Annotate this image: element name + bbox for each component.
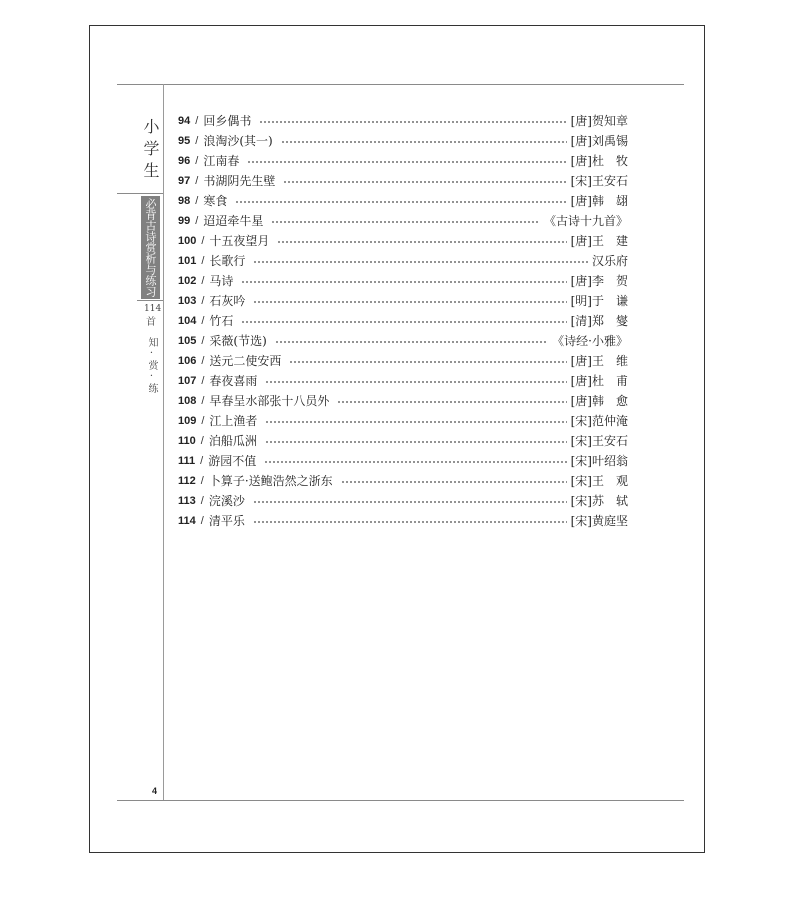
- leader-dots: [265, 411, 566, 431]
- leader-dots: [264, 451, 566, 471]
- entry-separator: /: [201, 355, 205, 367]
- leader-dots: [281, 131, 567, 151]
- entry-author: [唐]王 维: [570, 354, 628, 368]
- entry-number: 100: [178, 235, 197, 247]
- entry-author: [唐]韩 翃: [570, 194, 628, 208]
- entry-number: 102: [178, 275, 197, 287]
- leader-dots: [247, 151, 566, 171]
- entry-author: 《诗经·小雅》: [552, 334, 628, 348]
- entry-separator: /: [200, 475, 204, 487]
- entry-title: 竹石: [209, 314, 234, 328]
- leader-dots: [259, 111, 566, 131]
- entry-author: [宋]范仲淹: [570, 414, 628, 428]
- leader-dots: [271, 211, 540, 231]
- leader-dots: [341, 471, 567, 491]
- entry-title: 江南春: [203, 154, 240, 168]
- leader-dots: [253, 511, 567, 531]
- toc-entry: [178, 271, 628, 291]
- entry-author: [唐]刘禹锡: [570, 134, 628, 148]
- entry-number: 97: [178, 175, 191, 187]
- entry-title: 长歌行: [209, 254, 246, 268]
- entry-title: 书湖阴先生壁: [203, 174, 276, 188]
- toc-entry: [178, 351, 628, 371]
- toc-entry: [178, 371, 628, 391]
- entry-number: 105: [178, 335, 197, 347]
- entry-separator: /: [201, 315, 205, 327]
- sidebar-rule-lower: [137, 300, 163, 301]
- entry-author: [宋]王安石: [570, 434, 628, 448]
- entry-number: 111: [178, 455, 196, 467]
- entry-number: 106: [178, 355, 197, 367]
- leader-dots: [283, 171, 566, 191]
- leader-dots: [265, 431, 567, 451]
- leader-dots: [253, 291, 566, 311]
- entry-number: 94: [178, 115, 191, 127]
- entry-author: [宋]苏 轼: [570, 494, 628, 508]
- toc-entry: [178, 251, 628, 271]
- toc-entry: [178, 171, 628, 191]
- toc-entry: [178, 331, 628, 351]
- entry-separator: /: [201, 235, 205, 247]
- leader-dots: [241, 271, 566, 291]
- entry-title: 浣溪沙: [208, 494, 245, 508]
- entry-title: 采薇(节选): [209, 334, 267, 348]
- entry-separator: /: [201, 395, 205, 407]
- leader-dots: [265, 371, 566, 391]
- entry-author: [清]郑 燮: [570, 314, 628, 328]
- entry-author: [唐]杜 牧: [570, 154, 628, 168]
- entry-separator: /: [200, 435, 204, 447]
- entry-title: 寒食: [203, 194, 228, 208]
- entry-author: 汉乐府: [591, 254, 628, 268]
- toc-entry: [178, 511, 628, 531]
- entry-title: 清平乐: [208, 514, 245, 528]
- entry-number: 109: [178, 415, 197, 427]
- entry-number: 101: [178, 255, 197, 267]
- toc-entry: [178, 211, 628, 231]
- poem-count: 114: [144, 304, 162, 314]
- leader-dots: [275, 331, 548, 351]
- entry-author: [宋]黄庭坚: [570, 514, 628, 528]
- entry-author: [宋]王 观: [570, 474, 628, 488]
- toc-list: [178, 111, 628, 531]
- toc-entry: [178, 231, 628, 251]
- entry-number: 110: [178, 435, 196, 447]
- entry-title: 送元二使安西: [209, 354, 282, 368]
- entry-title: 浪淘沙(其一): [203, 134, 273, 148]
- entry-title: 十五夜望月: [209, 234, 270, 248]
- entry-author: 《古诗十九首》: [543, 214, 628, 228]
- toc-entry: [178, 291, 628, 311]
- entry-title: 春夜喜雨: [209, 374, 258, 388]
- entry-title: 游园不值: [208, 454, 257, 468]
- entry-separator: /: [201, 275, 205, 287]
- entry-author: [唐]贺知章: [570, 114, 628, 128]
- entry-separator: /: [195, 175, 199, 187]
- entry-separator: /: [201, 335, 205, 347]
- toc-entry: [178, 471, 628, 491]
- entry-number: 114: [178, 515, 196, 527]
- entry-separator: /: [200, 455, 204, 467]
- entry-separator: /: [201, 415, 205, 427]
- entry-author: [唐]韩 愈: [570, 394, 628, 408]
- entry-title: 石灰吟: [209, 294, 246, 308]
- page-number: 4: [152, 786, 158, 796]
- toc-entry: [178, 431, 628, 451]
- toc-entry: [178, 391, 628, 411]
- entry-separator: /: [201, 375, 205, 387]
- sidebar-rule-upper: [117, 193, 163, 194]
- poem-count-unit: 首: [146, 317, 156, 328]
- entry-separator: /: [195, 115, 199, 127]
- series-title: 小学生: [141, 118, 160, 184]
- entry-number: 107: [178, 375, 197, 387]
- entry-number: 95: [178, 135, 191, 147]
- entry-number: 99: [178, 215, 191, 227]
- entry-number: 104: [178, 315, 197, 327]
- entry-author: [宋]王安石: [570, 174, 628, 188]
- entry-author: [唐]王 建: [570, 234, 628, 248]
- leader-dots: [253, 251, 588, 271]
- entry-separator: /: [195, 215, 199, 227]
- entry-author: [宋]叶绍翁: [570, 454, 628, 468]
- entry-separator: /: [195, 135, 199, 147]
- leader-dots: [277, 231, 566, 251]
- entry-separator: /: [201, 255, 205, 267]
- header-rule: [117, 84, 684, 85]
- leader-dots: [337, 391, 566, 411]
- entry-title: 早春呈水部张十八员外: [209, 394, 330, 408]
- toc-entry: [178, 491, 628, 511]
- series-subtitle: 必背古诗赏析与练习: [144, 198, 157, 297]
- toc-entry: [178, 191, 628, 211]
- leader-dots: [235, 191, 566, 211]
- toc-entry: [178, 151, 628, 171]
- entry-number: 96: [178, 155, 191, 167]
- entry-title: 卜算子·送鲍浩然之浙东: [208, 474, 333, 488]
- entry-separator: /: [195, 155, 199, 167]
- entry-author: [唐]杜 甫: [570, 374, 628, 388]
- toc-entry: [178, 451, 628, 471]
- entry-number: 98: [178, 195, 191, 207]
- entry-number: 108: [178, 395, 197, 407]
- entry-title: 迢迢牵牛星: [203, 214, 264, 228]
- entry-title: 江上渔者: [209, 414, 258, 428]
- entry-number: 113: [178, 495, 196, 507]
- footer-rule: [117, 800, 684, 801]
- entry-number: 103: [178, 295, 197, 307]
- entry-title: 回乡偶书: [203, 114, 252, 128]
- leader-dots: [253, 491, 567, 511]
- toc-entry: [178, 131, 628, 151]
- toc-entry: [178, 411, 628, 431]
- entry-separator: /: [195, 195, 199, 207]
- entry-title: 马诗: [209, 274, 234, 288]
- series-tagline: 知·赏·练: [146, 337, 157, 394]
- entry-separator: /: [200, 515, 204, 527]
- toc-entry: [178, 111, 628, 131]
- entry-title: 泊船瓜洲: [208, 434, 257, 448]
- toc-entry: [178, 311, 628, 331]
- entry-separator: /: [200, 495, 204, 507]
- sidebar-divider: [163, 84, 164, 800]
- entry-separator: /: [201, 295, 205, 307]
- leader-dots: [289, 351, 566, 371]
- entry-author: [明]于 谦: [570, 294, 628, 308]
- leader-dots: [241, 311, 566, 331]
- entry-number: 112: [178, 475, 196, 487]
- entry-author: [唐]李 贺: [570, 274, 628, 288]
